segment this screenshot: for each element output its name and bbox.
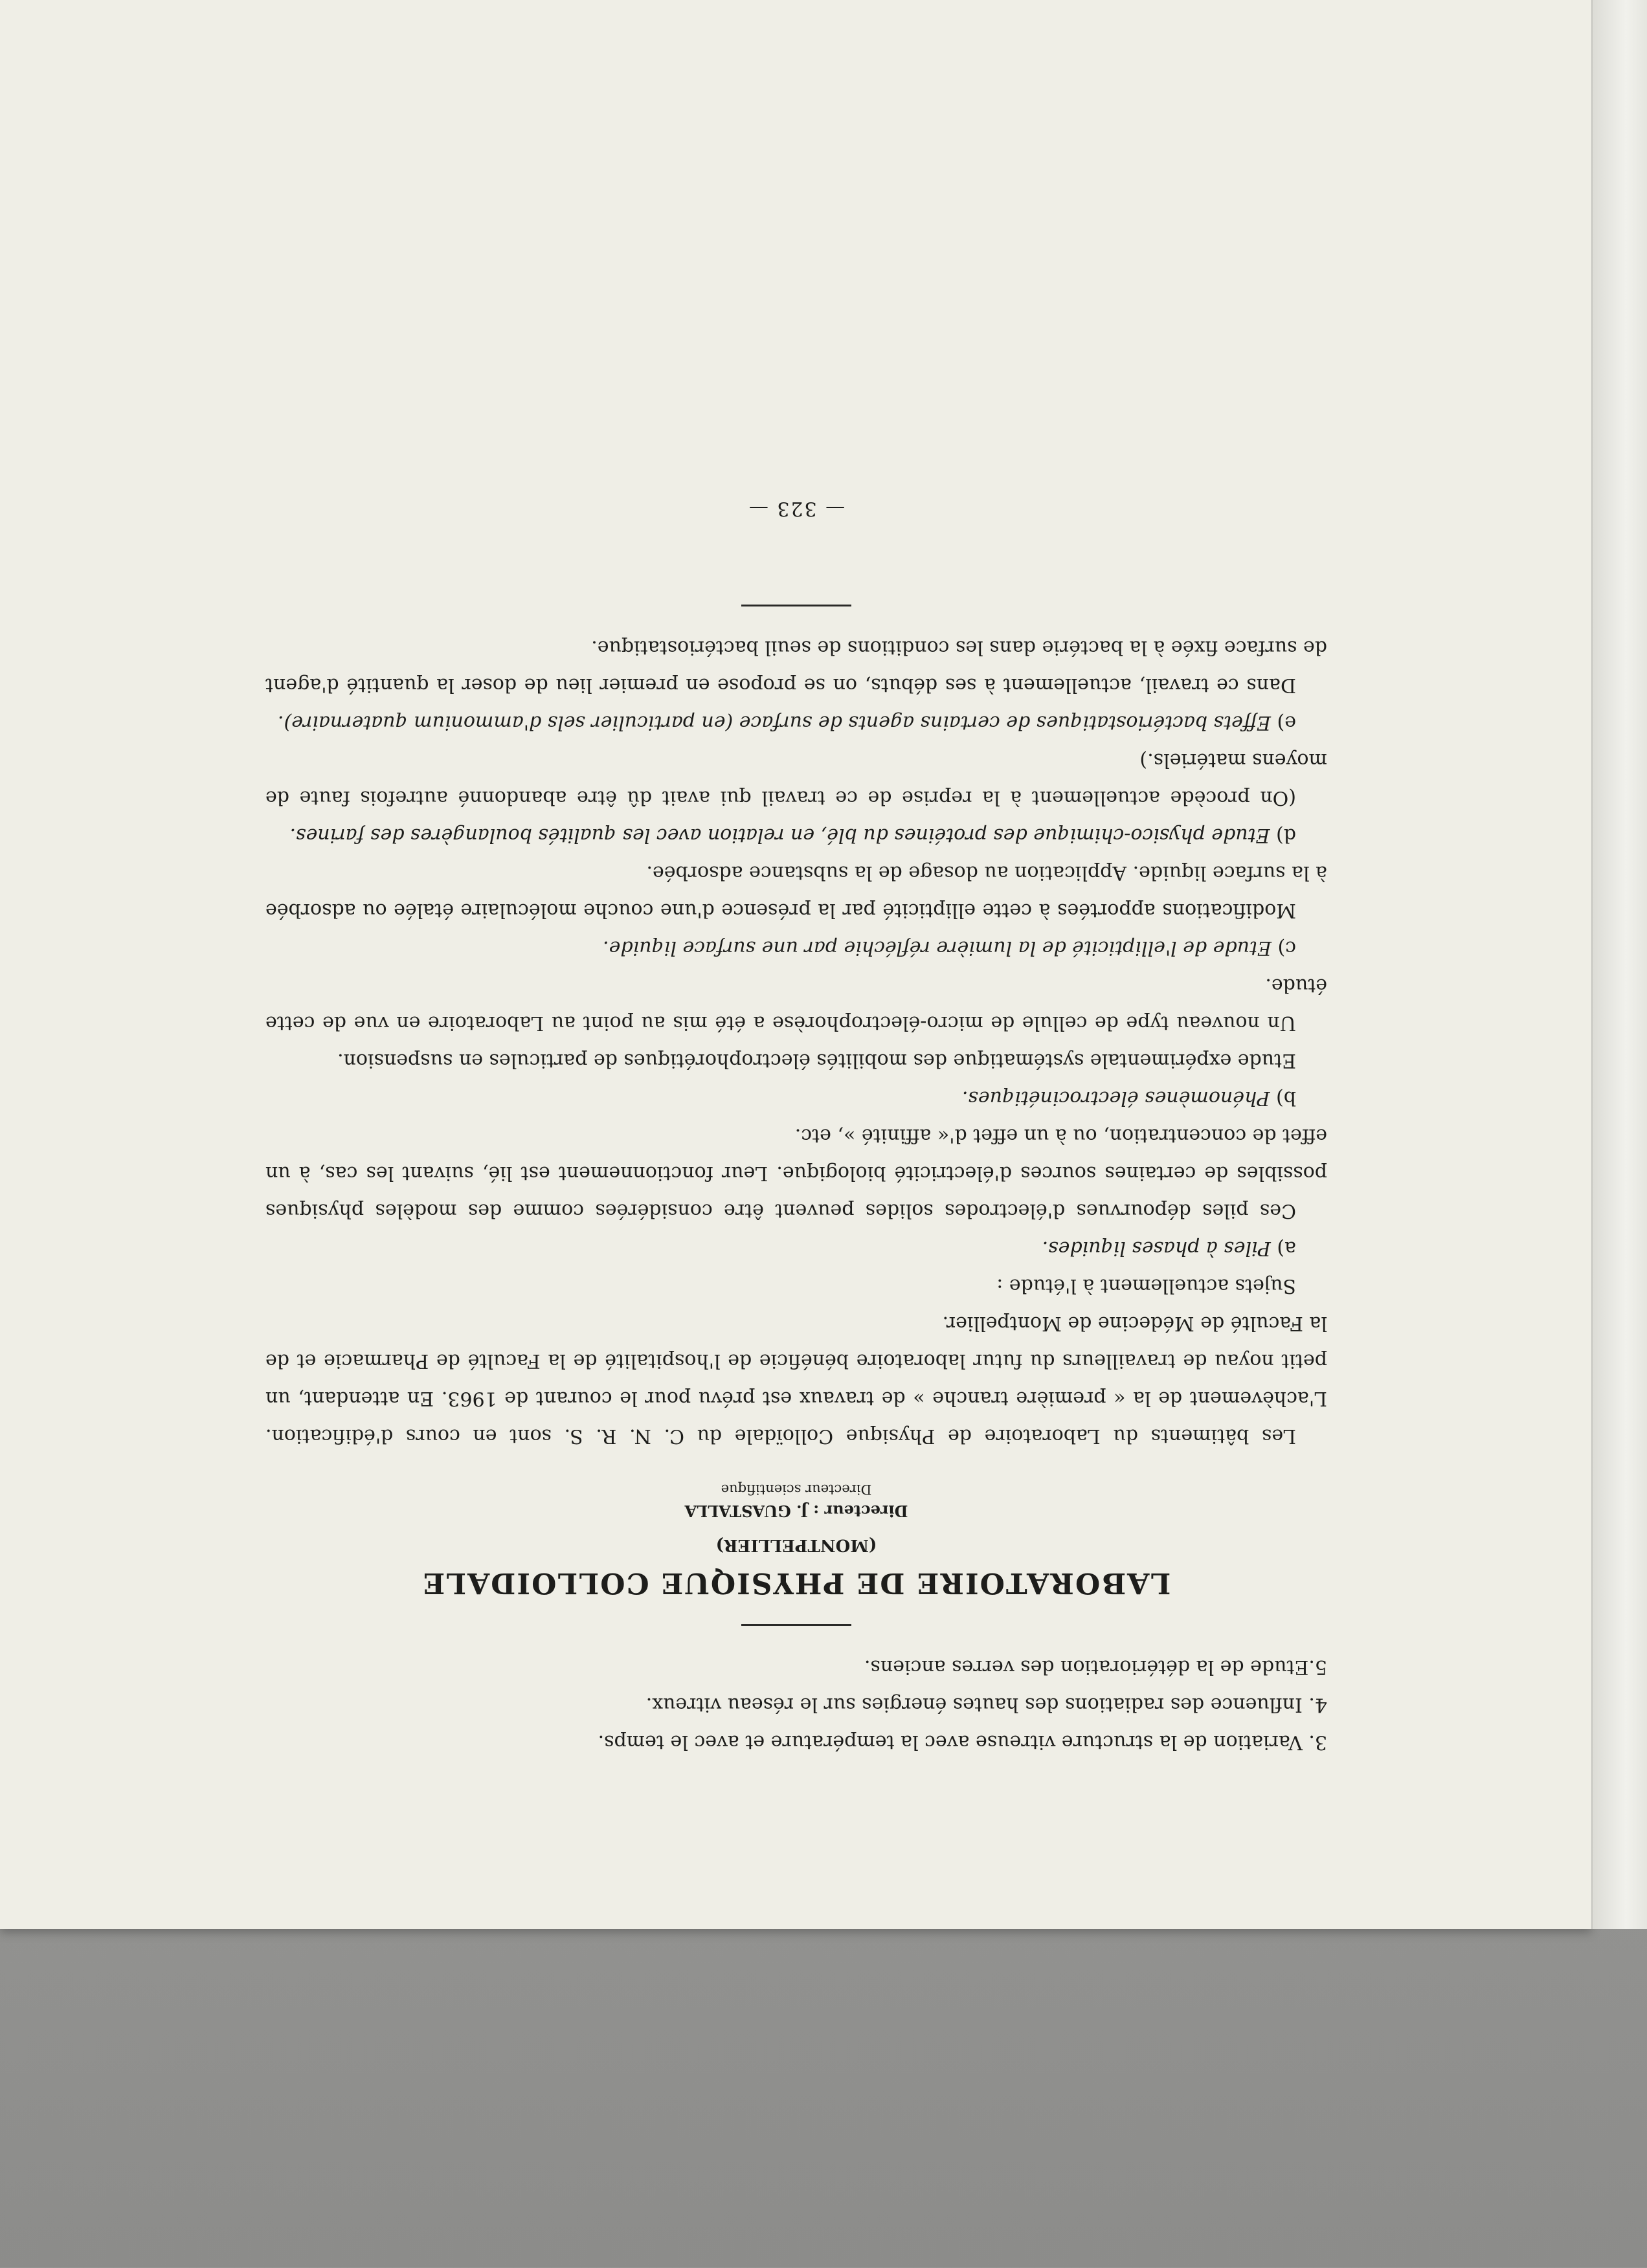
section-paragraph: (On procède actuellement à la reprise de ce travail qui avait dû être abandonné autrefois faute de moyens matériels.) [265, 749, 1327, 809]
director-role: Directeur scientifique [721, 1482, 872, 1497]
section-heading [265, 704, 1327, 741]
section-b [265, 966, 1327, 1117]
section-title: Piles à phases liquides. [1042, 1237, 1271, 1260]
section-divider [741, 1624, 851, 1626]
section-heading [265, 816, 1327, 854]
section-title: Phénomènes électrocinétiques. [961, 1087, 1270, 1109]
section-heading [265, 1079, 1327, 1117]
section-letter: d) [1276, 824, 1296, 847]
location-subtitle: (MONTPELLIER) [715, 1535, 877, 1555]
section-letter: e) [1277, 711, 1296, 734]
section-paragraph: Etude expérimentale systématique des mobilités électrophorétiques de particules en suspension. [337, 1049, 1296, 1072]
section-a [265, 1117, 1327, 1267]
subjects-heading: Sujets actuellement à l'étude : [996, 1274, 1296, 1297]
section-letter: c) [1277, 937, 1296, 959]
page-edge [1591, 0, 1647, 1929]
list-item: 3. Variation de la structure vitreuse avec la température et avec le temps. [598, 1731, 1327, 1753]
section-paragraph: Ces piles dépourvues d'électrodes solides peuvent être considérées comme des modèles physiques possibles de certaines sources d'électricité biologique. Leur fonctionnement est lié, suivant les cas, à un effet de concentration, ou à un effet d'« affinité », etc. [265, 1124, 1327, 1222]
list-item: 5.Etude de la détérioration des verres anciens. [864, 1656, 1327, 1678]
page-title: LABORATOIRE DE PHYSIQUE COLLOIDALE [421, 1566, 1171, 1599]
section-letter: a) [1277, 1237, 1296, 1260]
list-item: 4. Influence des radiations des hautes énergies sur le réseau vitreux. [645, 1693, 1327, 1716]
section-paragraph: Un nouveau type de cellule de micro-électrophorèse a été mis au point au Laboratoire en vue de cette étude. [265, 974, 1327, 1034]
intro-paragraph: Les bâtiments du Laboratoire de Physique Colloïdale du C. N. R. S. sont en cours d'édification. L'achèvement de la « première tranche » de travaux est prévu pour le courant de 1963. En attendant, un petit noyau de travailleurs du futur laboratoire bénéficie de l'hospitalité de la Faculté de Pharmacie et de la Faculté de Médecine de Montpellier. [265, 1312, 1327, 1447]
section-letter: b) [1276, 1087, 1296, 1109]
section-e [265, 628, 1327, 741]
end-divider [741, 605, 851, 606]
section-c [265, 854, 1327, 966]
director-name: Directeur : J. GUASTALLA [684, 1502, 908, 1520]
section-heading [265, 929, 1327, 966]
section-paragraph: Dans ce travail, actuellement à ses débuts, on se propose en premier lieu de doser la quantité d'agent de surface fixée à la bactérie dans les conditions de seuil bactériostatique. [265, 636, 1327, 696]
previous-section-items [265, 1648, 1327, 1761]
page-content-rotated [265, 78, 1327, 1761]
section-heading [265, 1229, 1327, 1267]
page-number: — 323 — [747, 497, 846, 520]
section-d [265, 741, 1327, 854]
section-title: Effets bactériostatiques de certains agents de surface (en particulier sels d'ammonium quaternaire). [278, 711, 1271, 734]
section-title: Etude physico-chimique des protéines du blé, en relation avec les qualités boulangères des farines. [289, 824, 1270, 847]
section-title: Etude de l'ellipticité de la lumière réfléchie par une surface liquide. [603, 937, 1272, 959]
section-paragraph: Modifications apportées à cette ellipticité par la présence d'une couche moléculaire étalée ou adsorbée à la surface liquide. Application au dosage de la substance adsorbée. [265, 862, 1327, 922]
